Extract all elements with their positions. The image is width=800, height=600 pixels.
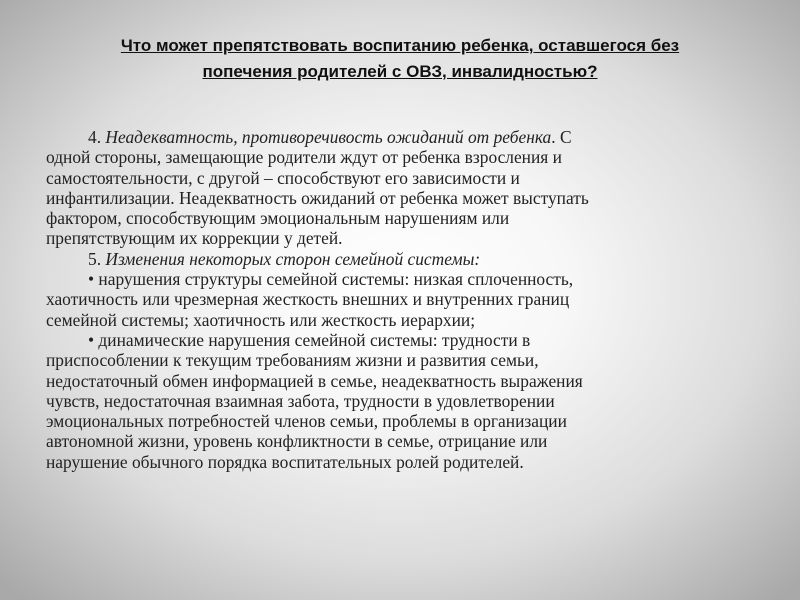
bullet-1-line: хаотичность или чрезмерная жесткость внешних и внутренних границ (46, 289, 570, 310)
bullet-2-line: чувств, недостаточная взаимная забота, трудности в удовлетворении (46, 390, 555, 411)
bullet-1-line: • нарушения структуры семейной системы: низкая сплоченность, (88, 269, 574, 290)
bullet-2-line: эмоциональных потребностей членов семьи, проблемы в организации (46, 411, 567, 432)
paragraph-4-line: одной стороны, замещающие родители ждут от ребенка взросления и (46, 147, 562, 168)
paragraph-5-heading: Изменения некоторых сторон семейной системы: (105, 248, 481, 269)
paragraph-4-heading: Неадекватность, противоречивость ожиданий от ребенка (105, 127, 552, 147)
paragraph-4-line: инфантилизации. Неадекватность ожиданий от ребенка может выступать (46, 187, 589, 208)
bullet-2-line: приспособлении к текущим требованиям жизни и развития семьи, (46, 350, 539, 371)
bullet-2-line: • динамические нарушения семейной системы: трудности в (88, 329, 531, 350)
paragraph-4-first-line (46, 127, 764, 147)
title-line-1: Что может препятствовать воспитанию ребенка, оставшегося без (120, 36, 680, 55)
paragraph-5-number: 5. (88, 248, 106, 269)
paragraph-5-line (46, 249, 764, 269)
bullet-1-line: семейной системы; хаотичность или жесткость иерархии; (46, 309, 476, 330)
bullet-2-line: автономной жизни, уровень конфликтности в семье, отрицание или (46, 431, 548, 452)
slide-title (40, 33, 760, 85)
slide-body (46, 127, 764, 472)
bullet-2-line: нарушение обычного порядка воспитательных ролей родителей. (46, 451, 524, 472)
title-line-2: попечения родителей с ОВЗ, инвалидностью? (202, 62, 598, 81)
paragraph-4-line: препятствующим их коррекции у детей. (46, 228, 343, 249)
paragraph-4-number: 4. (88, 127, 106, 147)
bullet-2-line: недостаточный обмен информацией в семье, неадекватность выражения (46, 370, 583, 391)
paragraph-4-line1-rest: . С (551, 127, 572, 147)
paragraph-4-line: фактором, способствующим эмоциональным нарушениям или (46, 208, 510, 229)
paragraph-4-line: самостоятельности, с другой – способствуют его зависимости и (46, 167, 520, 188)
